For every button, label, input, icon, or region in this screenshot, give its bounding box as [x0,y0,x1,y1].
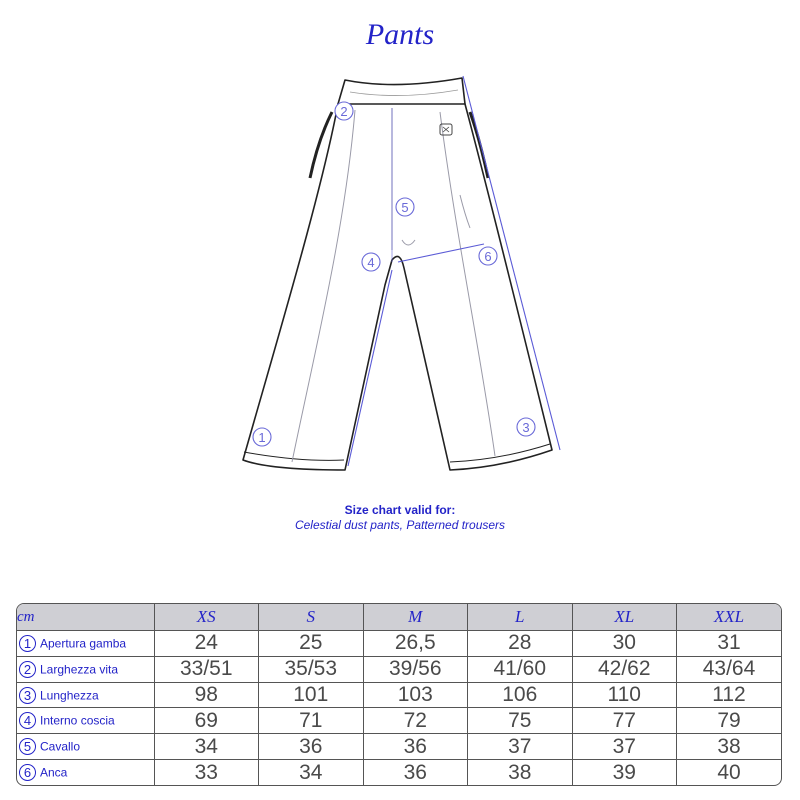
marker-5: 5 [401,200,409,215]
table-cell: 34 [259,760,364,785]
size-header: XXL [677,604,782,631]
measure-number: 6 [19,764,36,781]
table-cell: 37 [468,734,573,760]
table-cell: 69 [154,708,259,734]
table-cell: 75 [468,708,573,734]
size-header: L [468,604,573,631]
table-cell: 101 [259,682,364,708]
table-cell: 40 [677,760,782,785]
table-cell: 77 [572,708,677,734]
unit-label: cm [17,604,154,631]
marker-3: 3 [522,420,530,435]
table-cell: 36 [363,734,468,760]
marker-1: 1 [258,430,266,445]
table-cell: 31 [677,631,782,657]
table-cell: 33/51 [154,656,259,682]
size-header: XS [154,604,259,631]
table-cell: 25 [259,631,364,657]
table-cell: 110 [572,682,677,708]
table-cell: 34 [154,734,259,760]
table-cell: 30 [572,631,677,657]
table-cell: 103 [363,682,468,708]
table-row [17,656,781,682]
table-cell: 72 [363,708,468,734]
table-cell: 39/56 [363,656,468,682]
table-cell: 106 [468,682,573,708]
table-cell: 41/60 [468,656,573,682]
table-cell: 42/62 [572,656,677,682]
measure-number: 4 [19,712,36,729]
table-cell: 112 [677,682,782,708]
valid-for-products: Celestial dust pants, Patterned trousers [294,518,506,532]
table-cell: 98 [154,682,259,708]
table-cell: 36 [259,734,364,760]
marker-2: 2 [340,104,348,119]
table-cell: 26,5 [363,631,468,657]
marker-4: 4 [367,255,375,270]
table-row [17,708,781,734]
table-row [17,631,781,657]
measure-number: 1 [19,635,36,652]
table-cell: 38 [468,760,573,785]
marker-6: 6 [484,249,492,264]
table-row [17,760,781,785]
measure-number: 2 [19,661,36,678]
pants-illustration [230,70,570,480]
measure-label: Cavallo [40,739,81,754]
measure-number: 3 [19,687,36,704]
valid-for-heading: Size chart valid for: [344,503,456,517]
measure-label: Lunghezza [40,688,99,703]
measure-label: Anca [40,765,68,780]
measure-number: 5 [19,738,36,755]
table-cell: 36 [363,760,468,785]
table-cell: 39 [572,760,677,785]
table-cell: 33 [154,760,259,785]
table-row [17,734,781,760]
table-cell: 43/64 [677,656,782,682]
table-row [17,682,781,708]
size-chart-table [16,603,782,786]
table-header-row [17,604,781,631]
table-cell: 79 [677,708,782,734]
size-header: S [259,604,364,631]
size-header: M [363,604,468,631]
table-cell: 38 [677,734,782,760]
table-cell: 28 [468,631,573,657]
measure-label: Apertura gamba [40,636,127,651]
size-header: XL [572,604,677,631]
table-cell: 37 [572,734,677,760]
measure-label: Larghezza vita [40,662,119,677]
page-title: Pants [365,18,435,51]
measure-label: Interno coscia [40,713,115,728]
table-cell: 24 [154,631,259,657]
table-cell: 71 [259,708,364,734]
table-cell: 35/53 [259,656,364,682]
